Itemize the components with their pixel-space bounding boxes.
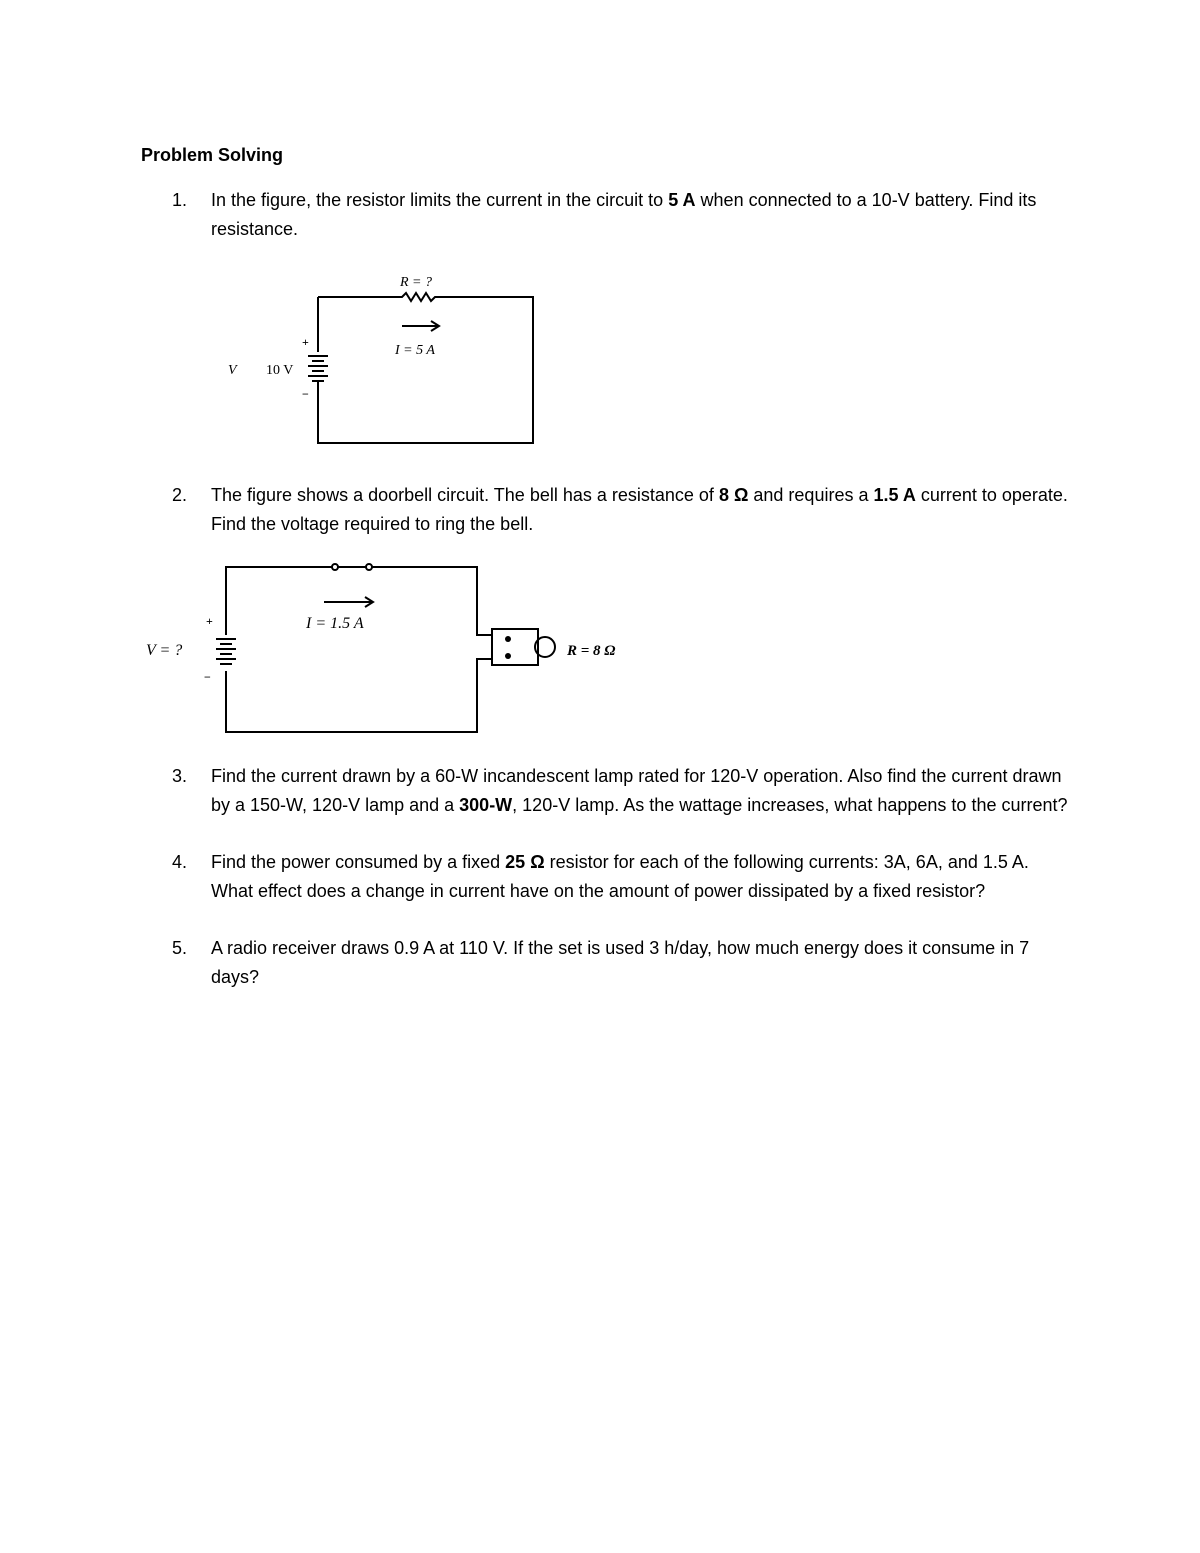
battery-label: 10 V xyxy=(266,363,294,378)
problem-text: In the figure, the resistor limits the current in the circuit to 5 A when connected to a 10-V battery. Find its resistance. xyxy=(211,190,1037,239)
current-label: I = 5 A xyxy=(395,343,435,358)
problem-number: 1. xyxy=(172,190,188,210)
plus-sign: + xyxy=(302,335,309,349)
problem-number: 5. xyxy=(172,938,188,958)
current-label: I = 1.5 A xyxy=(306,615,364,632)
doorbell-circuit-diagram xyxy=(140,555,660,745)
circuit-diagram-1 xyxy=(210,262,560,462)
problem-number: 2. xyxy=(172,485,188,505)
resistor-label: R = ? xyxy=(400,275,432,290)
problem-text: Find the current drawn by a 60-W incandescent lamp rated for 120-V operation. Also find the current drawn by a 150-W, 120-V lamp and a 300-W, 120-V lamp. As the wattage increases, what happens to the current? xyxy=(211,766,1068,815)
bell-resistance-label: R = 8 Ω xyxy=(567,643,616,659)
voltage-symbol: V xyxy=(228,363,237,378)
page-heading: Problem Solving xyxy=(141,145,284,165)
voltage-label: V = ? xyxy=(146,642,183,659)
plus-sign: + xyxy=(206,614,213,628)
problem-text: A radio receiver draws 0.9 A at 110 V. If the set is used 3 h/day, how much energy does it consume in 7 days? xyxy=(211,938,1030,987)
minus-sign: − xyxy=(302,387,309,401)
problem-text: The figure shows a doorbell circuit. The bell has a resistance of 8 Ω and requires a 1.5 A current to operate. Find the voltage required to ring the bell. xyxy=(211,485,1068,534)
problem-text: Find the power consumed by a fixed 25 Ω resistor for each of the following currents: 3A, 6A, and 1.5 A. What effect does a change in current have on the amount of power dissipated by a fixed resistor? xyxy=(211,852,1029,901)
minus-sign: − xyxy=(204,670,211,684)
problem-number: 3. xyxy=(172,766,188,786)
problem-number: 4. xyxy=(172,852,188,872)
